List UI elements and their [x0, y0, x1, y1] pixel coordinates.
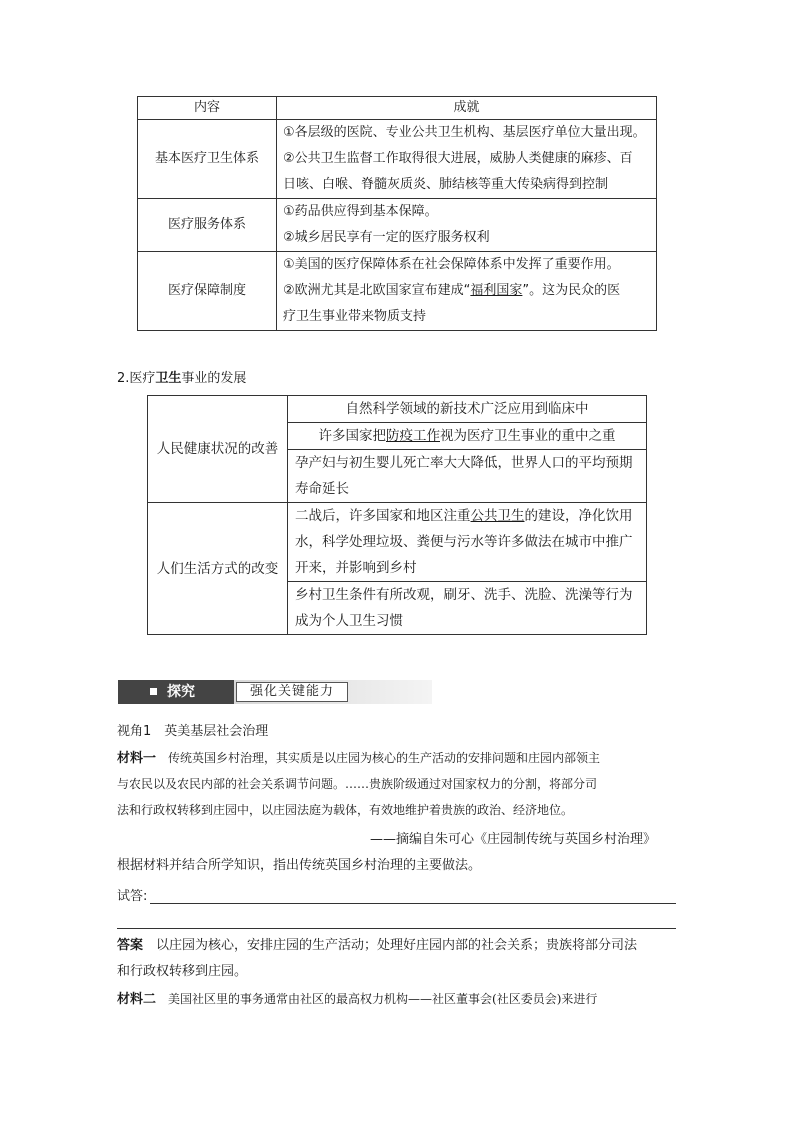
row-category: 基本医疗卫生体系: [138, 120, 277, 199]
square-bullet-icon: [150, 688, 157, 695]
answer-line-1: [117, 937, 637, 955]
material-line: [117, 990, 597, 1009]
table-row: [148, 503, 647, 582]
item-text: 二战后，许多国家和地区注重: [295, 508, 471, 524]
table-header-content: 内容: [138, 97, 277, 120]
desc-line: 日咳、白喉、脊髓灰质炎、肺结核等重大传染病得到控制: [283, 177, 609, 192]
item-line: [295, 503, 639, 529]
item-line: 乡村卫生条件有所改观，刷牙、洗手、洗脸、洗澡等行为: [295, 587, 633, 603]
desc-line: ①药品供应得到基本保障。: [283, 204, 438, 219]
table-row: [138, 252, 657, 331]
material-line: [117, 749, 600, 768]
material-source: ——摘编自朱可心《庄园制传统与英国乡村治理》: [370, 832, 657, 847]
item-text: 视为医疗卫生事业的重中之重: [440, 428, 616, 444]
development-table: [147, 395, 647, 635]
desc-line: ②公共卫生监督工作取得很大进展，威胁人类健康的麻疹、百: [283, 151, 633, 166]
desc-text: ”。这为民众的医: [522, 283, 621, 298]
heading-text: 事业的发展: [181, 371, 247, 386]
banner-label: 探究: [167, 684, 195, 700]
section-heading: [117, 370, 246, 388]
material-label: 材料一: [117, 751, 157, 766]
banner-tagline: 强化关键能力: [236, 682, 348, 702]
heading-bold-text: 卫生: [155, 371, 182, 386]
item-line: 孕产妇与初生婴儿死亡率大大降低，世界人口的平均预期: [295, 455, 633, 471]
banner-label-block: [118, 680, 234, 704]
group-category: 人们生活方式的改变: [148, 503, 288, 635]
heading-text: 2.医疗: [117, 371, 156, 386]
table-header-row: [138, 97, 657, 120]
item-line: 成为个人卫生习惯: [295, 613, 403, 629]
material-label: 材料二: [117, 992, 157, 1007]
explore-banner: [118, 680, 432, 704]
desc-line: ①美国的医疗保障体系在社会保障体系中发挥了重要作用。: [283, 257, 620, 272]
table-row: [138, 199, 657, 252]
table-row: [148, 396, 647, 423]
answer-text: 以庄园为核心，安排庄园的生产活动；处理好庄园内部的社会关系；贵族将部分司法: [143, 938, 638, 953]
underlined-term: 福利国家: [470, 283, 523, 298]
desc-line: 疗卫生事业带来物质支持: [283, 309, 427, 324]
row-category: 医疗服务体系: [138, 199, 277, 252]
banner-gradient: [234, 680, 432, 704]
achievements-table: [137, 96, 657, 331]
underlined-term: 公共卫生: [470, 508, 525, 524]
item-line: 水，科学处理垃圾、粪便与污水等许多做法在城市中推广: [295, 534, 633, 550]
desc-line: ①各层级的医院、专业公共卫生机构、基层医疗单位大量出现。: [283, 125, 646, 140]
material-line: 与农民以及农民内部的社会关系调节问题。……贵族阶级通过对国家权力的分割，将部分司: [117, 777, 598, 791]
desc-line: ②城乡居民享有一定的医疗服务权利: [283, 230, 490, 245]
row-description: [277, 120, 657, 199]
table-header-achievement: 成就: [277, 97, 657, 120]
group-item: [288, 450, 647, 503]
item-line: 开来，并影响到乡村: [295, 560, 417, 576]
desc-line: [283, 278, 650, 304]
material-text: 传统英国乡村治理，其实质是以庄园为核心的生产活动的安排问题和庄园内部领主: [156, 751, 601, 765]
material-line: 法和行政权转移到庄园中，以庄园法庭为载体，有效地维护着贵族的政治、经济地位。: [117, 803, 574, 817]
group-item: 自然科学领域的新技术广泛应用到临床中: [288, 396, 647, 423]
desc-text: ②欧洲尤其是北欧国家宣布建成“: [283, 283, 471, 298]
answer-prompt: 试答:: [117, 889, 148, 904]
group-item: [288, 582, 647, 635]
row-category: 医疗保障制度: [138, 252, 277, 331]
item-line: 寿命延长: [295, 481, 349, 497]
group-item: [288, 503, 647, 582]
answer-line-2: 和行政权转移到庄园。: [117, 964, 248, 979]
underlined-term: 防疫工作: [386, 428, 440, 444]
row-description: [277, 252, 657, 331]
answer-label: 答案: [117, 938, 144, 953]
table-row: [138, 120, 657, 199]
answer-line[interactable]: [150, 903, 676, 904]
perspective-heading: 视角1 英美基层社会治理: [117, 724, 269, 739]
answer-line[interactable]: [117, 928, 676, 929]
group-item: [288, 423, 647, 450]
group-category: 人民健康状况的改善: [148, 396, 288, 503]
material-text: 美国社区里的事务通常由社区的最高权力机构——社区董事会(社区委员会)来进行: [156, 992, 598, 1006]
item-text: 许多国家把: [318, 428, 386, 444]
item-text: 的建设，净化饮用: [524, 508, 633, 524]
question-text: 根据材料并结合所学知识，指出传统英国乡村治理的主要做法。: [117, 858, 482, 873]
row-description: [277, 199, 657, 252]
